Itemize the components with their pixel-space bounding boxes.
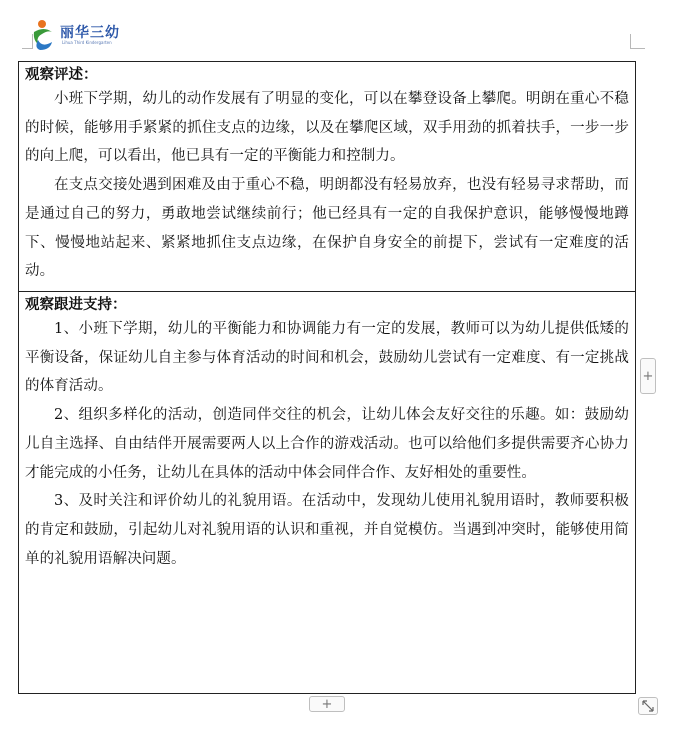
margin-corner-mark-right: [630, 34, 645, 49]
follow-up-support-title: 观察跟进支持：: [25, 296, 127, 313]
observation-review-title: 观察评述：: [25, 66, 98, 83]
paragraph: 2、组织多样化的活动，创造同伴交往的机会，让幼儿体会友好交往的乐趣。如：鼓励幼儿自主选择、自由结伴开展需要两人以上合作的游戏活动。也可以给他们多提供需要齐心协力才能完成的小任务，让幼儿在具体的活动中体会同伴合作、友好相处的重要性。: [25, 407, 629, 481]
paragraph: 1、小班下学期，幼儿的平衡能力和协调能力有一定的发展，教师可以为幼儿提供低矮的平衡设备，保证幼儿自主参与体育活动的时间和机会，鼓励幼儿尝试有一定难度、有一定挑战的体育活动。: [25, 321, 629, 395]
add-row-button[interactable]: +: [309, 696, 345, 712]
paragraph: 3、及时关注和评价幼儿的礼貌用语。在活动中，发现幼儿使用礼貌用语时，教师要积极的肯定和鼓励，引起幼儿对礼貌用语的认识和重视，并自觉模仿。当遇到冲突时，能够使用简单的礼貌用语解决问题。: [25, 493, 629, 567]
logo-figure-icon: [30, 18, 58, 54]
add-column-button[interactable]: +: [640, 358, 656, 394]
paragraph: 在支点交接处遇到困难及由于重心不稳，明朗都没有轻易放弃，也没有轻易寻求帮助，而是通过自己的努力，勇敢地尝试继续前行；他已经具有一定的自我保护意识，能够慢慢地蹲下、慢慢地站起来、紧紧地抓住支点边缘，在保护自身安全的前提下，尝试有一定难度的活动。: [25, 177, 629, 280]
logo-text: 丽华三幼: [60, 25, 120, 41]
follow-up-support-cell[interactable]: [19, 292, 635, 693]
observation-review-cell[interactable]: [19, 62, 635, 292]
logo-subtext: Lihua Third Kindergarten: [62, 40, 112, 45]
kindergarten-logo: [30, 18, 150, 58]
observation-table: [18, 61, 636, 694]
paragraph: 小班下学期，幼儿的动作发展有了明显的变化，可以在攀登设备上攀爬。明朗在重心不稳的时候，能够用手紧紧的抓住支点的边缘，以及在攀爬区域，双手用劲的抓着扶手，一步一步的向上爬，可以看出，他已具有一定的平衡能力和控制力。: [25, 91, 629, 165]
table-resize-handle[interactable]: [638, 697, 658, 715]
resize-arrows-icon: [639, 698, 657, 714]
page-header: [0, 0, 673, 58]
